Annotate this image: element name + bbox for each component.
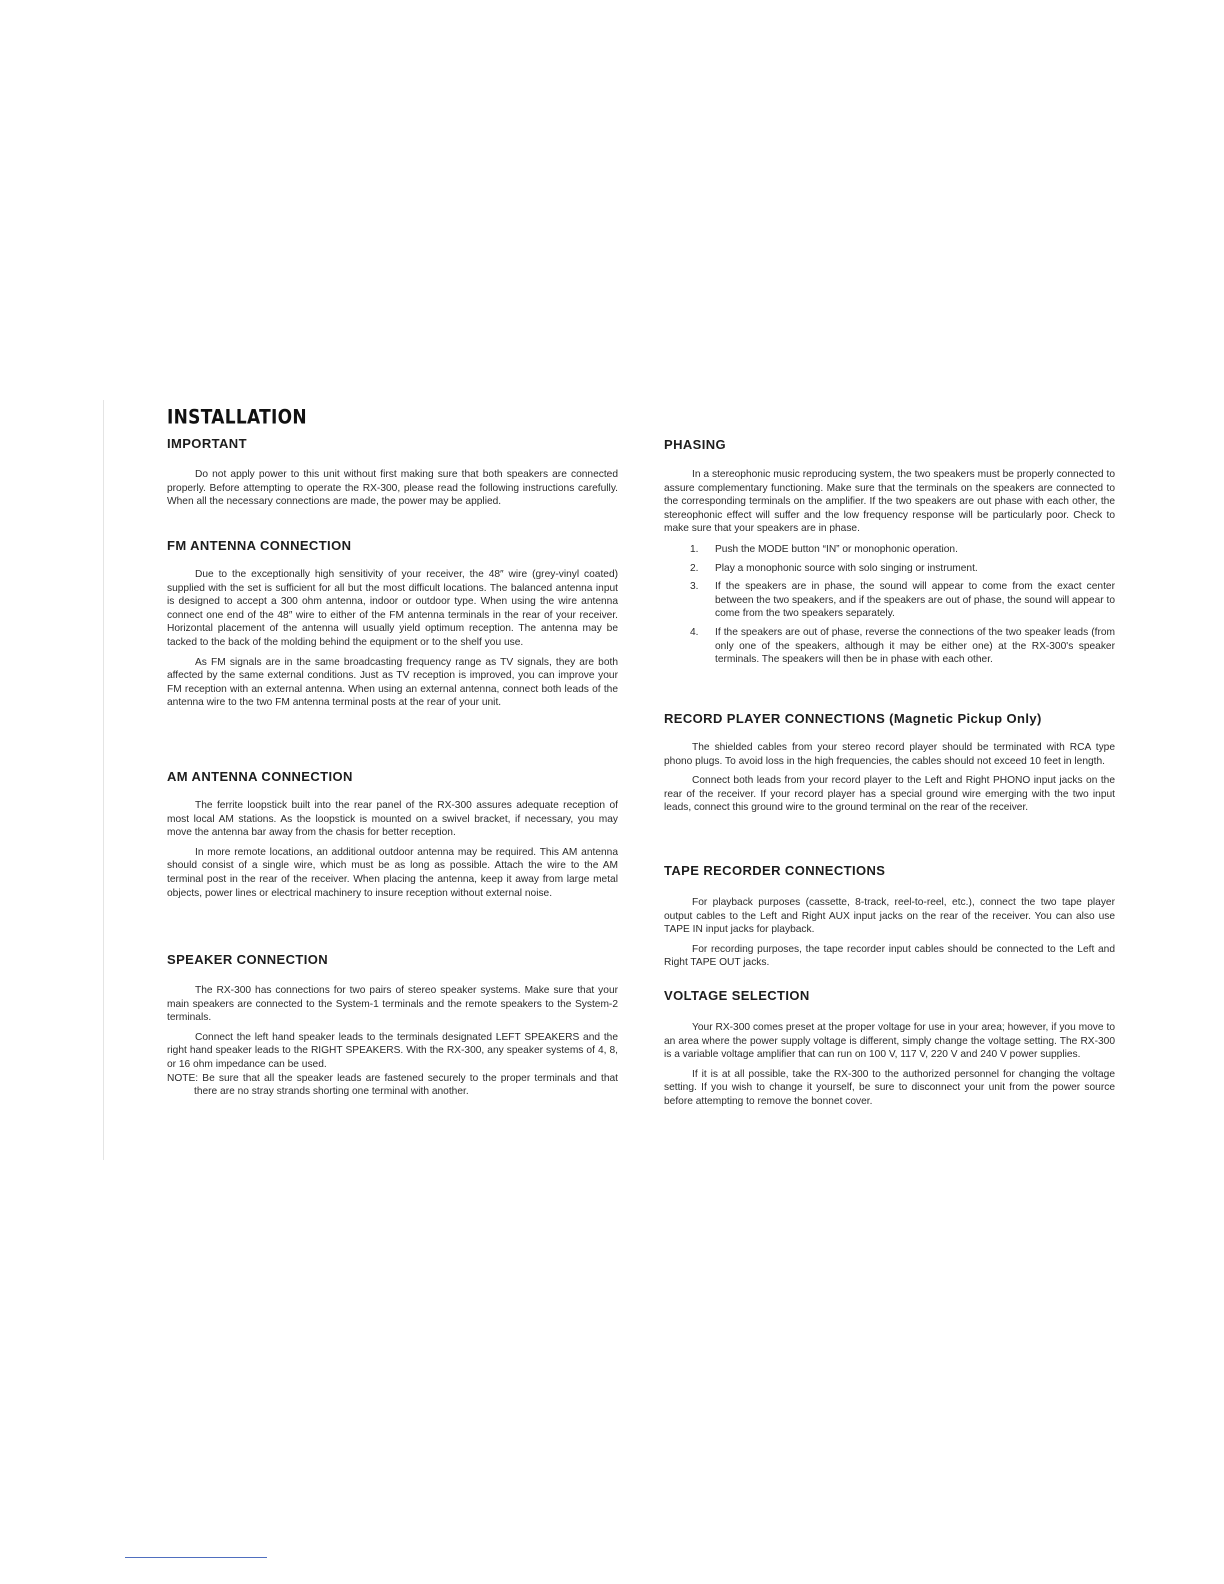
step-text: Play a monophonic source with solo singing or instrument. xyxy=(715,562,978,574)
phasing-steps xyxy=(664,543,1115,667)
step-number: 2. xyxy=(690,562,699,574)
section-heading: IMPORTANT xyxy=(167,436,247,451)
paragraph: The ferrite loopstick built into the rear panel of the RX-300 assures adequate reception of most local AM stations. As the loopstick is mounted on a swivel bracket, if necessary, you may move the antenna bar away from the chasis for better reception. xyxy=(167,800,618,839)
section-important xyxy=(167,436,618,509)
section-heading: AM ANTENNA CONNECTION xyxy=(167,769,353,784)
step-number: 3. xyxy=(690,581,699,593)
page-binding-edge xyxy=(103,400,104,1160)
paragraph: For recording purposes, the tape recorder input cables should be connected to the Left and Right TAPE OUT jacks. xyxy=(664,943,1115,969)
list-item xyxy=(664,626,1115,667)
paragraph: The shielded cables from your stereo record player should be terminated with RCA type phono plugs. To avoid loss in the high frequencies, the cables should not exceed 10 feet in length. xyxy=(664,742,1115,767)
section-tape-recorder xyxy=(664,863,1115,970)
section-heading: TAPE RECORDER CONNECTIONS xyxy=(664,863,886,878)
paragraph: Due to the exceptionally high sensitivity of your receiver, the 48″ wire (grey-vinyl coated) supplied with the set is sufficient for all but the most difficult locations. The balanced antenna input is designed to accept a 300 ohm antenna, indoor or outdoor type. When using the wire antenna connect one end of the 48″ wire to either of the FM antenna terminals in the rear of your receiver. Horizontal placement of the antenna will usually yield optimum reception. The antenna may be tacked to the back of the molding behind the equipment or to the shelf you use. xyxy=(167,569,618,648)
paragraph: As FM signals are in the same broadcasting frequency range as TV signals, they are both affected by the same external conditions. Just as TV reception is improved, you can improve your FM reception with an external antenna. When using an external antenna, connect both leads of the antenna wire to the two FM antenna terminal posts at the rear of your unit. xyxy=(167,656,618,709)
list-item xyxy=(664,562,1115,576)
step-text: If the speakers are out of phase, reverse the connections of the two speaker leads (from only one of the speakers, although it may be either one) at the RX-300's speaker terminals. The speakers will then be in phase with each other. xyxy=(715,626,1115,666)
section-phasing xyxy=(664,437,1115,672)
note-paragraph: NOTE: Be sure that all the speaker leads are fastened securely to the proper terminals and that there are no stray strands shorting one terminal with another. xyxy=(167,1072,618,1098)
section-heading: VOLTAGE SELECTION xyxy=(664,988,810,1003)
step-text: If the speakers are in phase, the sound will appear to come from the exact center between the two speakers, and if the speakers are out of phase, the sound will appear to come from the two speakers separately. xyxy=(715,581,1115,620)
paragraph: In a stereophonic music reproducing system, the two speakers must be properly connected to assure complementary functioning. Make sure that the terminals on the speakers are connected to the corresponding terminals on the amplifier. If the two speakers are out phase with each other, the stereophonic effect will suffer and the low frequency response will be particularly poor. Check to make sure that your speakers are in phase. xyxy=(664,469,1115,535)
paragraph: Do not apply power to this unit without first making sure that both speakers are connected properly. Before attempting to operate the RX-300, please read the following instructions carefully. When all the necessary connections are made, the power may be applied. xyxy=(167,469,618,508)
paragraph: In more remote locations, an additional outdoor antenna may be required. This AM antenna should consist of a single wire, which must be as long as possible. Attach the wire to the AM terminal post in the rear of the receiver. When placing the antenna, keep it away from large metal objects, power lines or electrical machinery to insure reception without external noise. xyxy=(167,846,618,899)
list-item xyxy=(664,543,1115,557)
paragraph: For playback purposes (cassette, 8-track, reel-to-reel, etc.), connect the two tape player output cables to the Left and Right AUX input jacks on the rear of the receiver. You can also use TAPE IN input jacks for playback. xyxy=(664,897,1115,936)
paragraph: The RX-300 has connections for two pairs of stereo speaker systems. Make sure that your main speakers are connected to the System-1 terminals and the remote speakers to the System-2 terminals. xyxy=(167,985,618,1024)
section-heading: FM ANTENNA CONNECTION xyxy=(167,538,352,553)
section-am-antenna xyxy=(167,769,618,900)
paragraph: Connect both leads from your record player to the Left and Right PHONO input jacks on the rear of the receiver. If your record player has a special ground wire emerging with the two input leads, connect this ground wire to the ground terminal on the rear of the receiver. xyxy=(664,775,1115,814)
section-heading: RECORD PLAYER CONNECTIONS (Magnetic Pickup Only) xyxy=(664,711,1042,726)
section-fm-antenna xyxy=(167,538,618,710)
paragraph: Connect the left hand speaker leads to the terminals designated LEFT SPEAKERS and the right hand speaker leads to the RIGHT SPEAKERS. With the RX-300, any speaker systems of 4, 8, or 16 ohm impedance can be used. xyxy=(167,1031,618,1070)
step-number: 4. xyxy=(690,626,699,638)
paragraph: Your RX-300 comes preset at the proper voltage for use in your area; however, if you move to an area where the power supply voltage is different, simply change the voltage setting. The RX-300 is a variable voltage amplifier that can run on 100 V, 117 V, 220 V and 240 V power supplies. xyxy=(664,1022,1115,1061)
section-heading: SPEAKER CONNECTION xyxy=(167,952,329,967)
footer-rule xyxy=(125,1557,267,1558)
list-item xyxy=(664,580,1115,621)
page-title: INSTALLATION xyxy=(167,406,307,429)
section-speaker xyxy=(167,952,618,1099)
section-heading: PHASING xyxy=(664,437,727,452)
step-number: 1. xyxy=(690,543,699,555)
paragraph: If it is at all possible, take the RX-300 to the authorized personnel for changing the voltage setting. If you wish to change it yourself, be sure to disconnect your unit from the power source before attempting to remove the bonnet cover. xyxy=(664,1068,1115,1107)
section-voltage xyxy=(664,988,1115,1109)
step-text: Push the MODE button “IN” or monophonic operation. xyxy=(715,543,958,555)
section-record-player xyxy=(664,711,1115,815)
